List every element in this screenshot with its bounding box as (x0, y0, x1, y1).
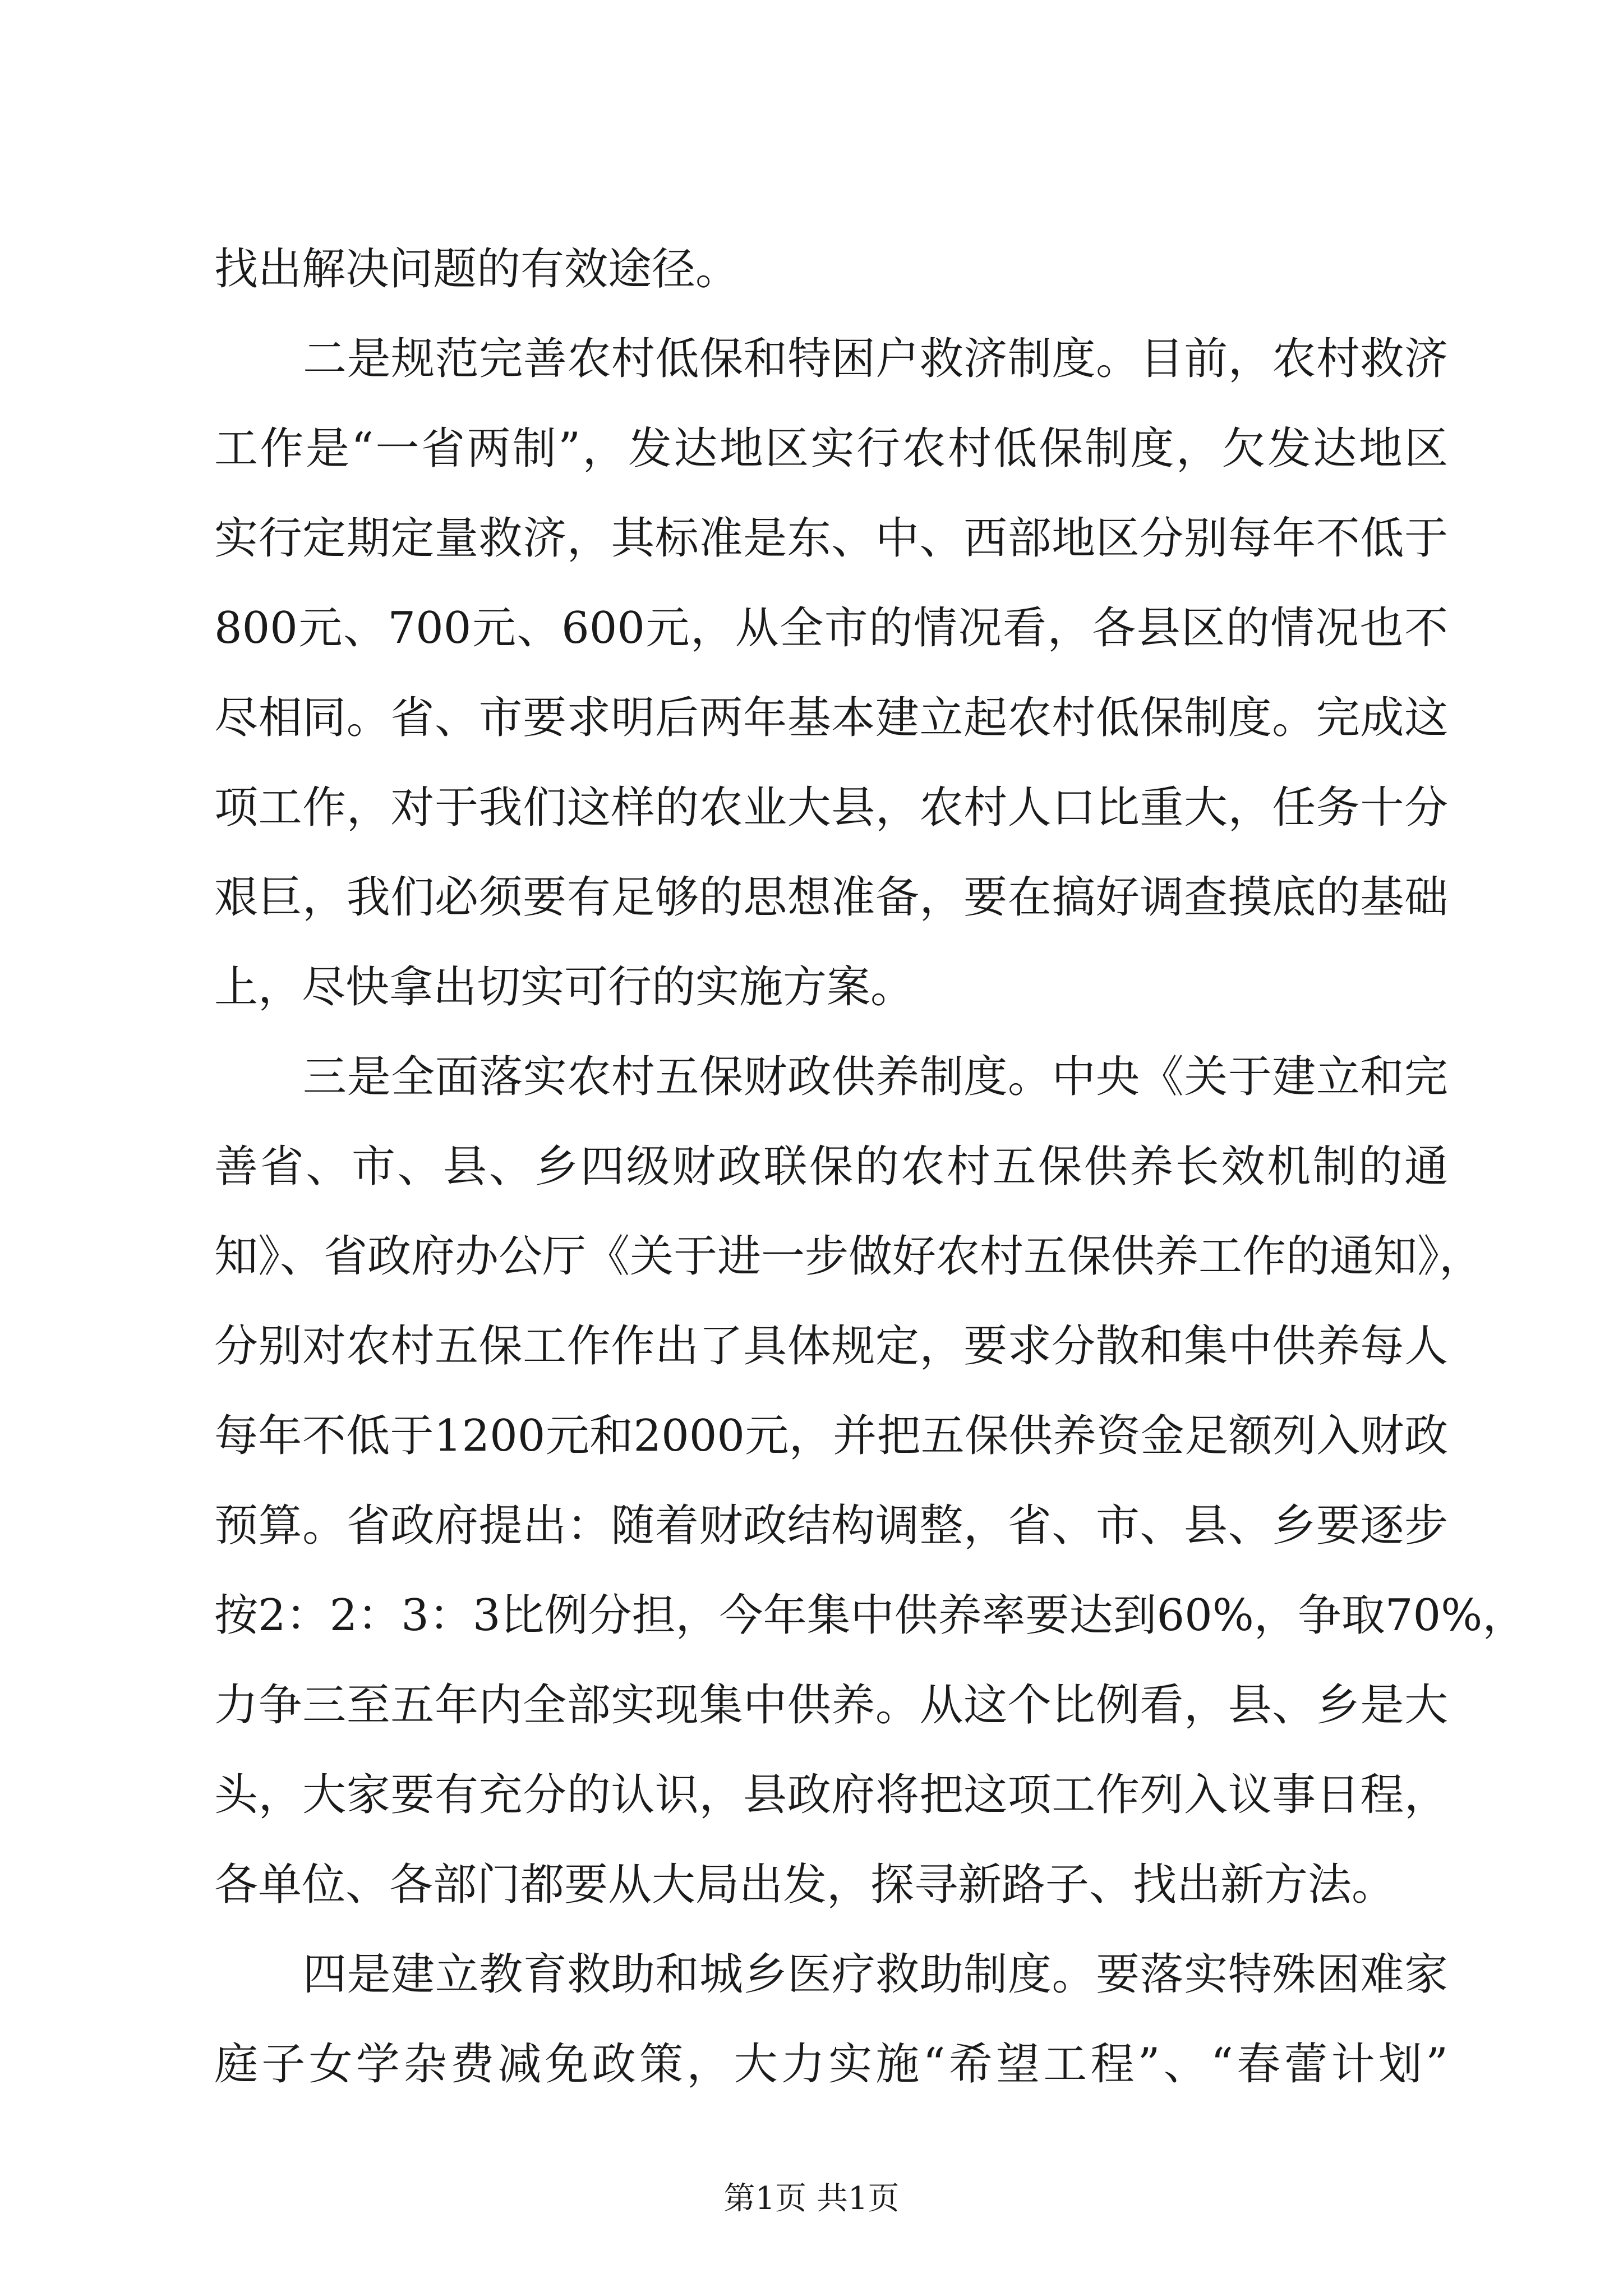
body-line: 每年不低于1200元和2000元，并把五保供养资金足额列入财政 (214, 1411, 1448, 1461)
body-line: 庭子女学杂费减免政策，大力实施“希望工程”、“春蕾计划” (214, 2039, 1448, 2090)
body-line: 分别对农村五保工作作出了具体规定，要求分散和集中供养每人 (214, 1321, 1448, 1372)
body-line: 预算。省政府提出：随着财政结构调整，省、市、县、乡要逐步 (214, 1501, 1448, 1551)
body-line: 找出解决问题的有效途径。 (214, 244, 740, 295)
body-line: 知》、省政府办公厅《关于进一步做好农村五保供养工作的通知》， (214, 1231, 1483, 1282)
body-line: 按2：2：3：3比例分担，今年集中供养率要达到60%，争取70%， (214, 1590, 1527, 1641)
body-line: 工作是“一省两制”，发达地区实行农村低保制度，欠发达地区 (214, 424, 1448, 474)
paragraph-first-line: 三是全面落实农村五保财政供养制度。中央《关于建立和完 (303, 1052, 1448, 1102)
body-line: 艰巨，我们必须要有足够的思想准备，要在搞好调查摸底的基础 (214, 872, 1448, 923)
paragraph-first-line: 二是规范完善农村低保和特困户救济制度。目前，农村救济 (303, 334, 1448, 384)
page-footer: 第1页 共1页 (723, 2180, 900, 2217)
paragraph-first-line: 四是建立教育救助和城乡医疗救助制度。要落实特殊困难家 (303, 1949, 1448, 2000)
body-line: 善省、市、县、乡四级财政联保的农村五保供养长效机制的通 (214, 1142, 1448, 1192)
body-line: 800元、700元、600元，从全市的情况看，各县区的情况也不 (214, 603, 1448, 654)
body-line: 上，尽快拿出切实可行的实施方案。 (214, 962, 915, 1013)
body-line: 尽相同。省、市要求明后两年基本建立起农村低保制度。完成这 (214, 693, 1448, 743)
body-line: 力争三至五年内全部实现集中供养。从这个比例看，县、乡是大 (214, 1680, 1448, 1731)
body-line: 项工作，对于我们这样的农业大县，农村人口比重大，任务十分 (214, 783, 1448, 833)
body-line: 各单位、各部门都要从大局出发，探寻新路子、找出新方法。 (214, 1860, 1396, 1910)
body-line: 头，大家要有充分的认识，县政府将把这项工作列入议事日程， (214, 1770, 1448, 1820)
body-line: 实行定期定量救济，其标准是东、中、西部地区分别每年不低于 (214, 513, 1448, 564)
